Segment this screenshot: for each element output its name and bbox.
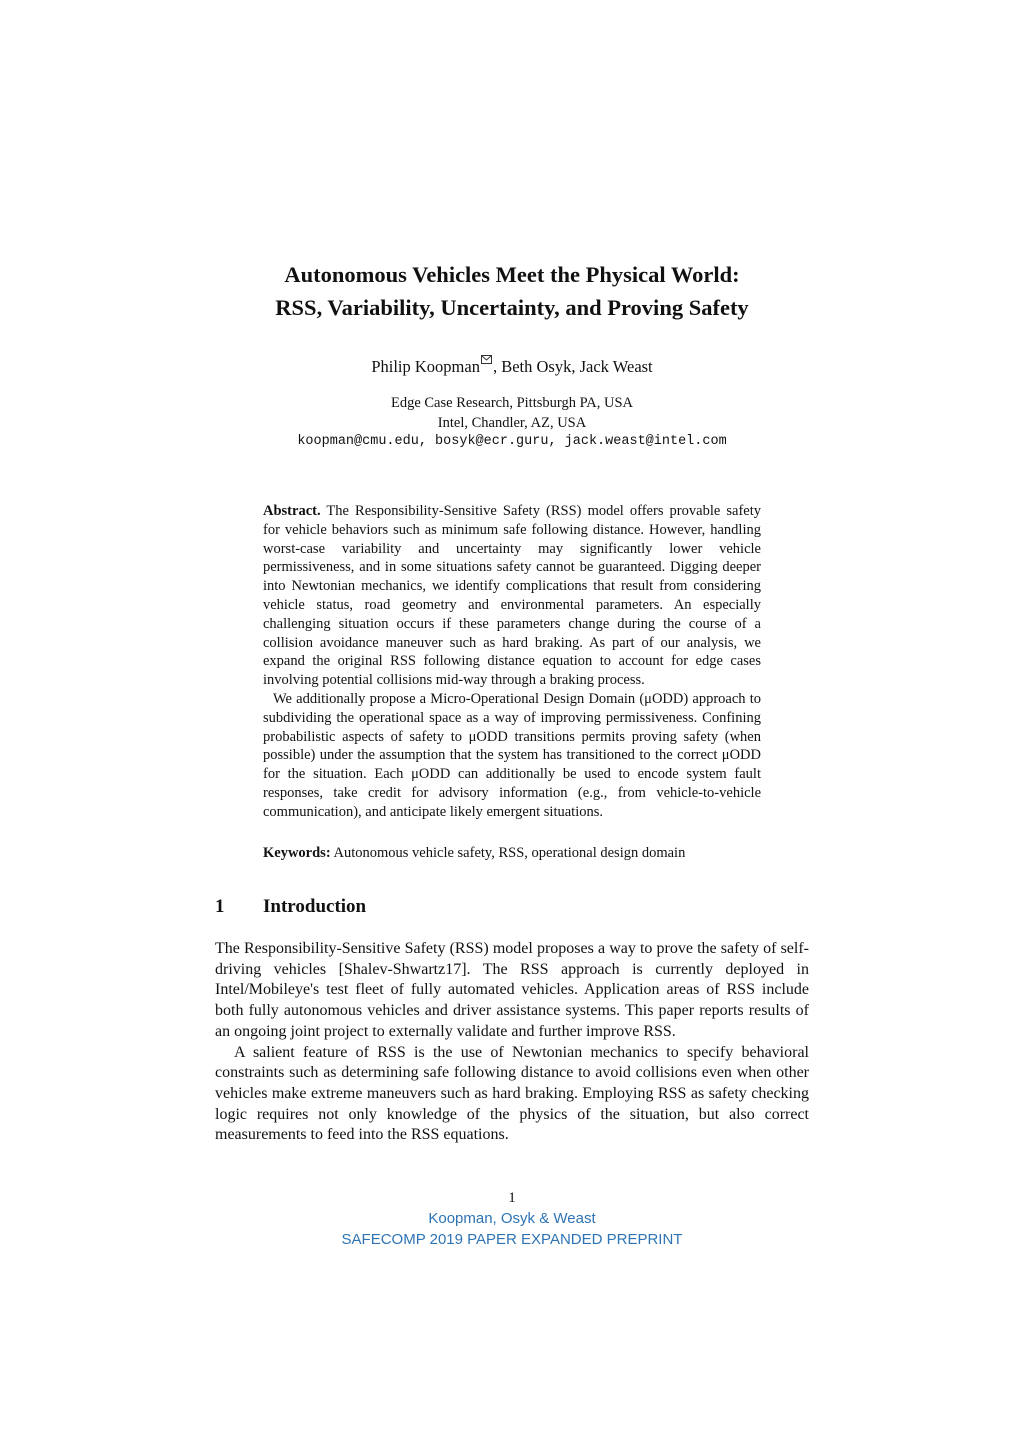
section-title: Introduction xyxy=(263,896,367,917)
abstract-text-1: The Responsibility-Sensitive Safety (RSS) model offers provable safety for vehicle behaviors such as minimum safe following distance. However, handling worst-case variability and uncertainty may significantly lower vehicle permissiveness, and in some situations safety cannot be guaranteed. Digging deeper into Newtonian mechanics, we identify complications that result from considering vehicle status, road geometry and environmental parameters. An especially challenging situation occurs if these parameters change during the course of a collision avoidance maneuver such as hard braking. As part of our analysis, we expand the original RSS following distance equation to account for edge cases involving potential collisions mid-way through a braking process. xyxy=(263,503,761,689)
introduction-body xyxy=(215,939,809,1146)
section-heading-introduction xyxy=(215,895,366,919)
keywords xyxy=(263,844,761,863)
abstract xyxy=(263,502,761,822)
page-footer xyxy=(0,1208,1024,1250)
section-number: 1 xyxy=(215,896,225,917)
footer-authors: Koopman, Osyk & Weast xyxy=(428,1210,596,1227)
intro-paragraph-2: A salient feature of RSS is the use of Newtonian mechanics to specify behavioral constraints such as determining safe following distance to avoid collisions even when other vehicles make extreme maneuvers such as hard braking. Employing RSS as safety checking logic requires not only knowledge of the physics of the situation, but also correct measurements to feed into the RSS equations. xyxy=(215,1043,809,1144)
envelope-icon xyxy=(481,355,492,364)
author-emails: koopman@cmu.edu, bosyk@ecr.guru, jack.weast@intel.com xyxy=(297,434,727,449)
author-first: Philip Koopman xyxy=(371,357,480,376)
abstract-paragraph-2: We additionally propose a Micro-Operational Design Domain (μODD) approach to subdividing the operational space as a way of improving permissiveness. Confining probabilistic aspects of safety to μODD transitions permits proving safety (when possible) under the assumption that the system has transitioned to the correct μODD for the situation. Each μODD can additionally be used to encode system fault responses, take credit for advisory information (e.g., from vehicle-to-vehicle communication), and anticipate likely emergent situations. xyxy=(263,690,761,820)
title-line-2: RSS, Variability, Uncertainty, and Proving Safety xyxy=(275,295,749,320)
abstract-paragraph-1 xyxy=(263,502,761,690)
keywords-label: Keywords: xyxy=(263,845,331,861)
title-line-1: Autonomous Vehicles Meet the Physical World: xyxy=(284,262,740,287)
page-number: 1 xyxy=(508,1190,516,1206)
affiliation-1: Edge Case Research, Pittsburgh PA, USA xyxy=(390,395,634,411)
author-list xyxy=(0,356,1024,378)
intro-paragraph-1: The Responsibility-Sensitive Safety (RSS) model proposes a way to prove the safety of self-driving vehicles [Shalev-Shwartz17]. The RSS approach is currently deployed in Intel/Mobileye's test fleet of fully automated vehicles. Application areas of RSS include both fully autonomous vehicles and driver assistance systems. This paper reports results of an ongoing joint project to externally validate and further improve RSS. xyxy=(215,940,809,1040)
paper-title xyxy=(0,258,1024,324)
keywords-text: Autonomous vehicle safety, RSS, operational design domain xyxy=(333,845,686,861)
abstract-label: Abstract. xyxy=(263,503,321,519)
affiliation-2: Intel, Chandler, AZ, USA xyxy=(437,414,587,431)
author-rest: , Beth Osyk, Jack Weast xyxy=(492,357,653,376)
affiliations xyxy=(0,394,1024,433)
footer-venue: SAFECOMP 2019 PAPER EXPANDED PREPRINT xyxy=(341,1231,683,1248)
